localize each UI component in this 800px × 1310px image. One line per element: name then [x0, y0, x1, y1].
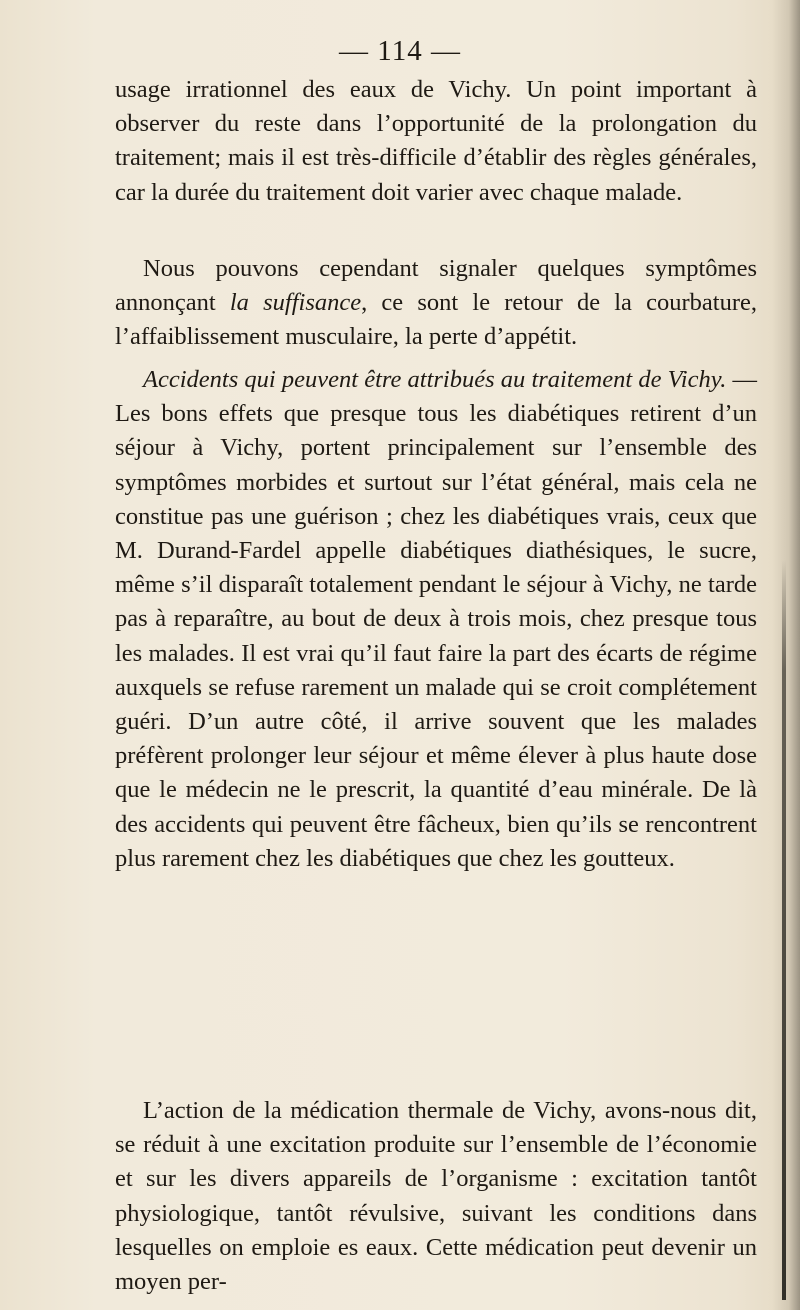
- page-edge-line: [782, 560, 786, 1300]
- paragraph-accidents: [115, 363, 757, 876]
- paragraph-action: [115, 1094, 757, 1299]
- paragraph-text-start: Nous pouvons cependant signaler quelques symptômes annonçant: [115, 255, 757, 317]
- paragraph-text-end: , ce sont le retour de la courbature, l’affaiblissement musculaire, la perte d’appétit.: [115, 289, 757, 351]
- paragraph-body: — Les bons effets que presque tous les diabétiques retirent d’un séjour à Vichy, portent principalement sur l’ensemble des symptômes morbides et surtout sur l’état général, mais cela ne constitue pas une guérison ; chez les diabétiques vrais, ceux que M. Durand-Fardel appelle diabétiques diathésiques, le sucre, même s’il disparaît totalement pendant le séjour à Vichy, ne tarde pas à reparaître, au bout de deux à trois mois, chez presque tous les malades. Il est vrai qu’il faut faire la part des écarts de régime auxquels se refuse rarement un malade qui se croit complétement guéri. D’un autre côté, il arrive souvent que les malades préfèrent prolonger leur séjour et même élever à plus haute dose que le médecin ne le prescrit, la quantité d’eau minérale. De là des accidents qui peuvent être fâcheux, bien qu’ils se rencontrent plus rarement chez les diabétiques que chez les goutteux.: [115, 366, 758, 872]
- emphasized-term: la suffisance: [229, 289, 362, 317]
- paragraph-continuation: [115, 73, 757, 210]
- section-title: Accidents qui peuvent être attribués au traitement de Vichy.: [143, 366, 727, 393]
- paragraph-text: usage irrationnel des eaux de Vichy. Un point important à observer du reste dans l’opportunité de la prolongation du traitement; mais il est très-difficile d’établir des règles générales, car la durée du traitement doit varier avec chaque malade.: [115, 76, 757, 206]
- paragraph-symptoms: [115, 252, 757, 355]
- paragraph-text: [115, 363, 757, 876]
- page-number: — 114 —: [339, 35, 461, 67]
- paragraph-text: L’action de la médication thermale de Vichy, avons-nous dit, se réduit à une excitation produite sur l’ensemble de l’économie et sur les divers appareils de l’organisme : excitation tantôt physiologique, tantôt révulsive, suivant les conditions dans lesquelles on emploie es eaux. Cette médication peut devenir un moyen per-: [115, 1097, 757, 1296]
- page-edge-shadow: [772, 0, 800, 1310]
- paragraph-text: [115, 252, 757, 355]
